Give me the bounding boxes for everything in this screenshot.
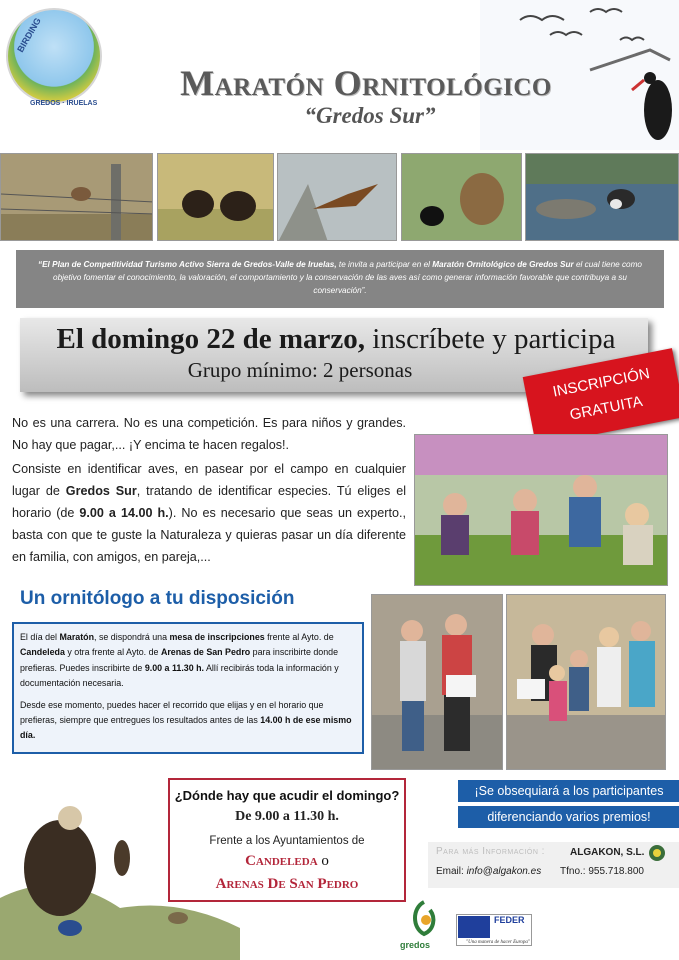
eu-flag-icon bbox=[458, 916, 490, 938]
badge-line-2: GRATUITA bbox=[568, 392, 644, 424]
feder-motto: "Una manera de hacer Europa" bbox=[466, 940, 531, 945]
txt: para inscribirte donde prefieras. Puedes inscribirte de bbox=[20, 647, 339, 673]
town-connector: o bbox=[321, 853, 329, 869]
where-town-1-line bbox=[170, 853, 404, 870]
prize-line-2: diferenciando varios premios! bbox=[458, 806, 679, 828]
quote-middle: te invita a participar en el bbox=[336, 260, 433, 269]
p2-hours: 9.00 a 14.00 h. bbox=[79, 506, 169, 520]
photo-group-of-children bbox=[414, 434, 668, 586]
p2-part-c: ). No es necesario que seas un experto., basta con que te guste la Naturaleza y quieras pasar un día diferente en familia, con amigos, en pareja,... bbox=[12, 506, 406, 564]
body-paragraph-1: No es una carrera. No es una competición. Es para niños y grandes. No hay que pagar,... ¡Y encima te hacen regalos!. bbox=[12, 416, 406, 452]
txt: 9.00 a 11.30 h. bbox=[144, 662, 205, 673]
more-info-label: Para más Información : bbox=[436, 846, 545, 857]
company-name: ALGAKON, S.L. bbox=[570, 847, 645, 858]
algakon-logo-icon bbox=[648, 844, 666, 862]
quote-prefix: “El Plan de Competitividad Turismo Activo Sierra de Gredos-Valle de Iruelas, bbox=[38, 260, 337, 269]
page-subtitle: “Gredos Sur” bbox=[304, 103, 436, 128]
date-line bbox=[28, 323, 644, 356]
birding-logo bbox=[6, 8, 102, 104]
txt: mesa de inscripciones bbox=[169, 632, 265, 642]
town-arenas: Arenas De San Pedro bbox=[215, 876, 359, 892]
route-paragraph bbox=[20, 698, 356, 744]
txt: Maratón bbox=[59, 632, 95, 642]
gredos-label: gredos bbox=[400, 940, 431, 950]
town-candeleda: Candeleda bbox=[245, 853, 318, 869]
txt: Arenas de San Pedro bbox=[160, 647, 251, 658]
phone-number: Tfno.: 955.718.800 bbox=[560, 866, 644, 877]
where-to-go-box bbox=[168, 778, 406, 902]
where-front-of: Frente a los Ayuntamientos de bbox=[209, 835, 365, 847]
p2-place: Gredos Sur bbox=[65, 484, 137, 498]
p2-part-a: Consiste en identificar aves, en pasear por el campo en cualquier lugar de bbox=[12, 462, 406, 498]
page-title: Maratón Ornitológico bbox=[180, 63, 552, 103]
p2-part-b: , tratando de identificar especies. Tú eliges el horario (de bbox=[12, 484, 406, 520]
feder-label: FEDER bbox=[494, 915, 525, 925]
minimum-group: Grupo mínimo: 2 personas bbox=[187, 358, 413, 382]
badge-line-1: INSCRIPCIÓN bbox=[551, 365, 652, 401]
txt: frente al Ayto. de bbox=[264, 632, 334, 642]
section-title: Un ornitólogo a tu disposición bbox=[20, 588, 295, 609]
registration-info-box bbox=[12, 622, 364, 754]
quote-event: Maratón Ornitológico de Gredos Sur bbox=[432, 260, 574, 269]
photo-family-1 bbox=[371, 594, 503, 770]
email-line bbox=[436, 866, 541, 877]
logo-bottom-text: GREDOS · IRUELAS bbox=[30, 100, 98, 107]
photo-bird-on-fence bbox=[0, 153, 153, 241]
photo-family-2 bbox=[506, 594, 666, 770]
prize-line-1: ¡Se obsequiará a los participantes bbox=[458, 780, 679, 802]
date-bold: El domingo 22 de marzo, bbox=[56, 323, 366, 355]
txt: y otra frente al Ayto. de bbox=[64, 647, 161, 658]
where-question: ¿Dónde hay que acudir el domingo? bbox=[174, 788, 400, 803]
photo-bird-in-river bbox=[525, 153, 679, 241]
txt: 14.00 h de ese mismo día. bbox=[20, 715, 352, 741]
body-paragraph-2 bbox=[12, 458, 406, 568]
quote-suffix: el cual tiene como objetivo fomentar el conocimiento, la valoración, el comportamiento y la conservación de las aves así como generar información favorable que contribuya a su conservación”. bbox=[53, 260, 642, 295]
intro-quote bbox=[16, 250, 664, 308]
photo-kite-flying bbox=[277, 153, 397, 241]
email-label: Email: bbox=[436, 866, 467, 877]
logo-top-text: BIRDING bbox=[15, 16, 43, 54]
photo-vulture-and-raven bbox=[401, 153, 522, 241]
email-link[interactable]: info@algakon.es bbox=[466, 866, 542, 877]
registration-paragraph bbox=[20, 630, 356, 692]
txt: El día del bbox=[20, 632, 60, 642]
stork-icon bbox=[644, 80, 672, 140]
txt: , se dispondrá una bbox=[94, 632, 170, 642]
txt: Allí recibirás toda la información y documentación necesaria. bbox=[20, 662, 339, 689]
gredos-logo-icon bbox=[406, 898, 442, 942]
date-rest: inscríbete y participa bbox=[365, 323, 616, 355]
photo-two-vultures bbox=[157, 153, 274, 241]
txt: Desde ese momento, puedes hacer el recorrido que elijas y en el horario que prefieras, siempre que entregues los resultados antes de las bbox=[20, 699, 324, 726]
where-time: De 9.00 a 11.30 h. bbox=[235, 809, 339, 824]
txt: Candeleda bbox=[20, 647, 65, 658]
